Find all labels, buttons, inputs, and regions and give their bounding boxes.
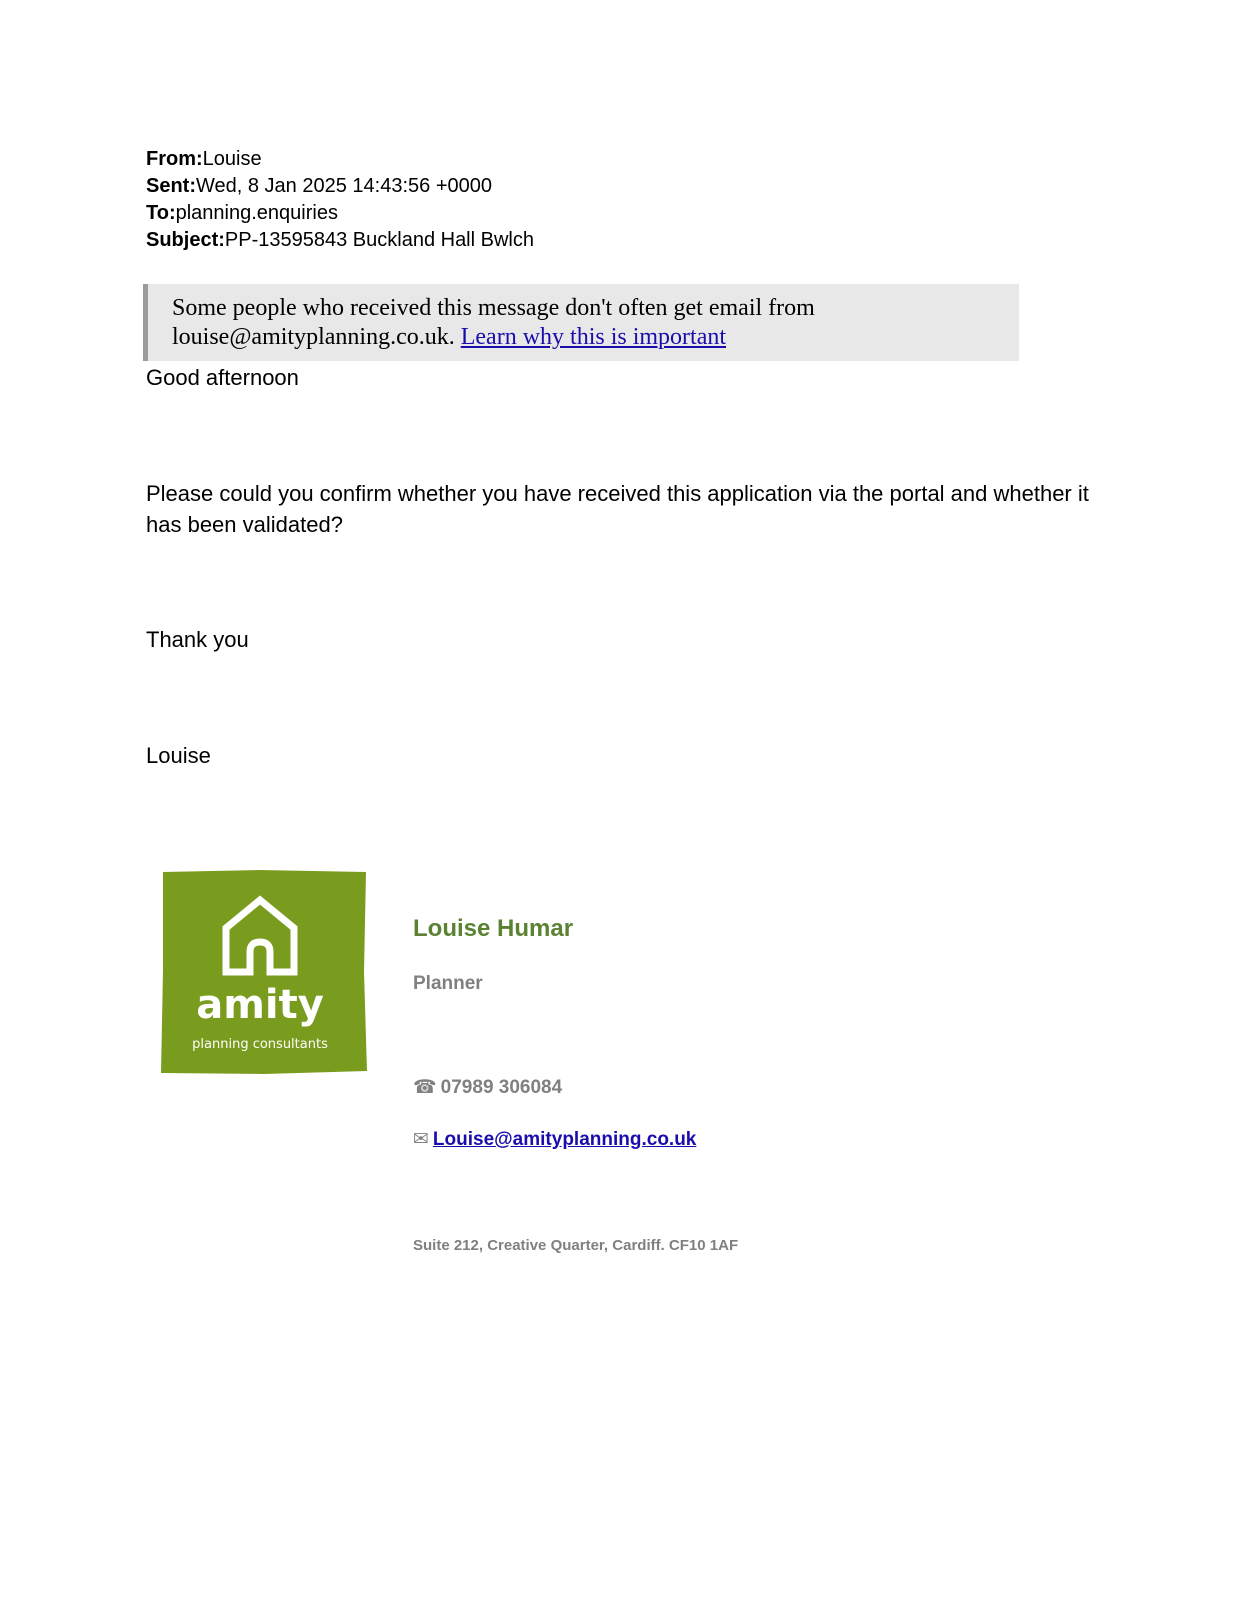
sent-line	[146, 173, 534, 200]
notice-sender-email: louise@amityplanning.co.uk.	[172, 324, 455, 350]
subject-label: Subject:	[146, 229, 225, 251]
subject-line	[146, 227, 534, 254]
notice-text-line1: Some people who received this message don't often get email from	[172, 295, 815, 321]
signature-email	[413, 1128, 696, 1151]
to-label: To:	[146, 202, 176, 224]
to-line	[146, 200, 534, 227]
signoff-name: Louise	[146, 743, 211, 768]
logo-word: amity	[196, 982, 324, 1028]
sent-value: Wed, 8 Jan 2025 14:43:56 +0000	[196, 175, 492, 197]
greeting: Good afternoon	[146, 365, 299, 390]
email-header	[146, 146, 534, 254]
email-link[interactable]: Louise@amityplanning.co.uk	[432, 1129, 697, 1150]
from-label: From:	[146, 148, 203, 170]
amity-logo	[160, 870, 368, 1076]
to-value: planning.enquiries	[175, 202, 338, 224]
from-line	[146, 146, 534, 173]
message-body: Please could you confirm whether you have received this application via the portal and whether it has been validated?	[146, 481, 1089, 537]
notice-text-line2	[172, 323, 1019, 352]
subject-value: PP-13595843 Buckland Hall Bwlch	[224, 229, 534, 251]
signature-name: Louise Humar	[413, 915, 574, 942]
phone-number: 07989 306084	[440, 1077, 563, 1098]
signature-address: Suite 212, Creative Quarter, Cardiff. CF10 1AF	[413, 1237, 739, 1254]
from-value: Louise	[202, 148, 262, 170]
envelope-icon: ✉	[413, 1129, 429, 1150]
logo-tagline: planning consultants	[192, 1037, 328, 1052]
phone-icon: ☎	[413, 1077, 437, 1098]
external-sender-notice	[143, 284, 1019, 361]
signature-title: Planner	[413, 973, 483, 994]
sent-label: Sent:	[146, 175, 196, 197]
signature-phone	[413, 1076, 562, 1099]
learn-why-link[interactable]: Learn why this is important	[460, 324, 727, 350]
thanks-line: Thank you	[146, 627, 249, 652]
